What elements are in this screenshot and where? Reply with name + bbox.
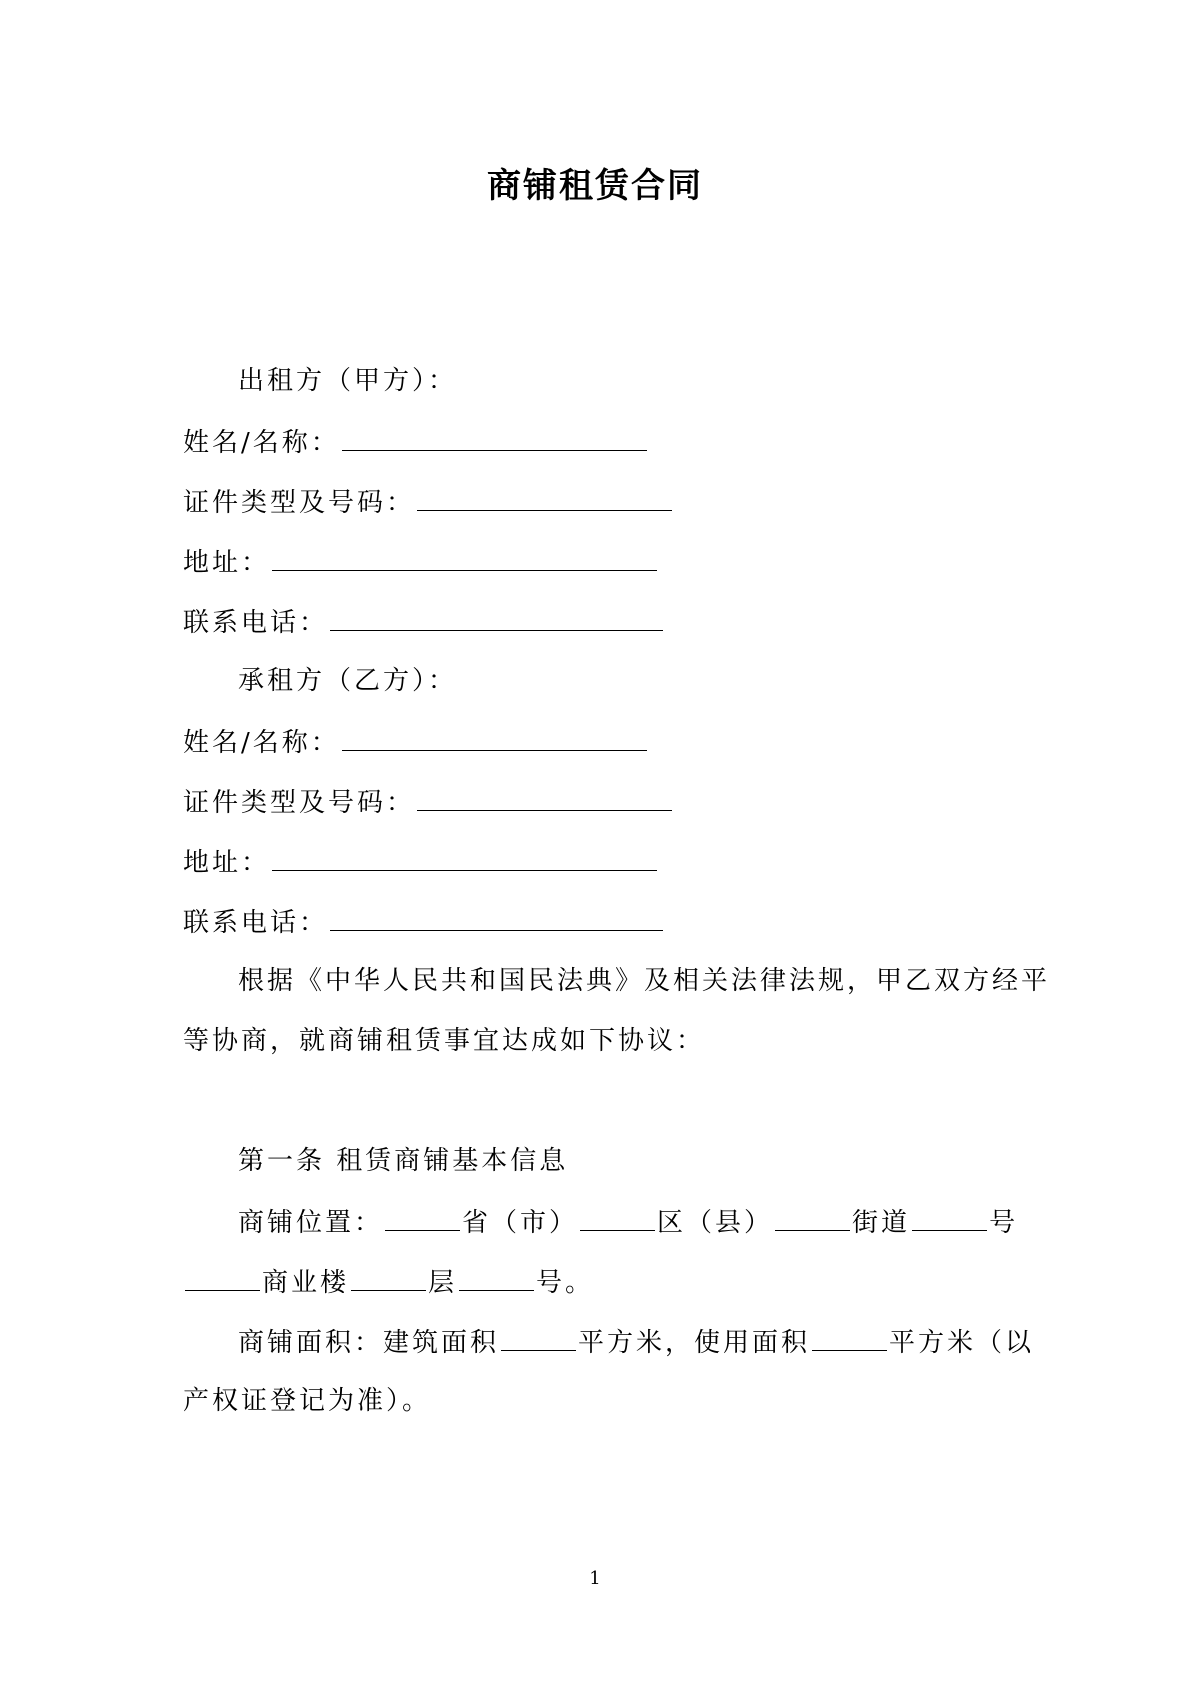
lessor-address-blank[interactable] [272,544,657,571]
lessor-id-blank[interactable] [417,484,672,511]
lessor-phone-blank[interactable] [330,604,663,631]
lessor-heading: 出租方（甲方）： [238,366,458,396]
lessee-phone-label: 联系电话： [183,908,329,938]
street-blank[interactable] [775,1204,850,1231]
lessor-name-blank[interactable] [342,424,647,451]
lessor-name-row [183,424,649,460]
document-title: 商铺租赁合同 [487,166,703,206]
floor-blank[interactable] [351,1264,426,1291]
preamble-line-1: 根据《中华人民共和国民法典》及相关法律法规，甲乙双方经平 [238,966,1051,996]
street-text: 街道 [852,1208,911,1238]
location-label: 商铺位置： [238,1208,384,1238]
lessor-phone-label: 联系电话： [183,608,329,638]
lessee-phone-blank[interactable] [330,904,663,931]
lessee-name-blank[interactable] [342,724,647,751]
lessee-address-blank[interactable] [272,844,657,871]
article-1-heading: 第一条 租赁商铺基本信息 [238,1146,569,1176]
lessee-phone-row [183,904,665,940]
lessor-name-label: 姓名/名称： [183,428,340,458]
area-note: 产权证登记为准）。 [183,1386,432,1416]
lessee-name-label: 姓名/名称： [183,728,340,758]
lessee-name-row [183,724,649,760]
lessee-id-blank[interactable] [417,784,672,811]
province-blank[interactable] [385,1204,460,1231]
hao-text: 号 [989,1208,1019,1238]
location-row-1 [238,1204,1018,1240]
lessor-id-label: 证件类型及号码： [183,488,416,518]
used-area-blank[interactable] [812,1324,887,1351]
location-row-2 [183,1264,594,1300]
district-blank[interactable] [580,1204,655,1231]
floor-text: 层 [428,1268,458,1298]
hao-blank[interactable] [912,1204,987,1231]
lessee-id-label: 证件类型及号码： [183,788,416,818]
preamble-line-2: 等协商，就商铺租赁事宜达成如下协议： [183,1026,706,1056]
lessee-address-row [183,844,659,880]
built-area-blank[interactable] [501,1324,576,1351]
built-area-unit: 平方米，使用面积 [578,1328,811,1358]
lessor-address-label: 地址： [183,548,271,578]
page-number: 1 [589,1568,601,1589]
used-area-unit: 平方米（以 [889,1328,1035,1358]
province-text: 省（市） [462,1208,579,1238]
building-blank[interactable] [185,1264,260,1291]
lessee-id-row [183,784,674,820]
lessor-id-row [183,484,674,520]
area-label: 商铺面积：建筑面积 [238,1328,500,1358]
lessee-heading: 承租方（乙方）： [238,666,458,696]
room-number-text: 号。 [536,1268,595,1298]
building-text: 商业楼 [262,1268,350,1298]
area-row [238,1324,1034,1360]
room-number-blank[interactable] [459,1264,534,1291]
lessee-address-label: 地址： [183,848,271,878]
lessor-address-row [183,544,659,580]
lessor-phone-row [183,604,665,640]
district-text: 区（县） [657,1208,774,1238]
